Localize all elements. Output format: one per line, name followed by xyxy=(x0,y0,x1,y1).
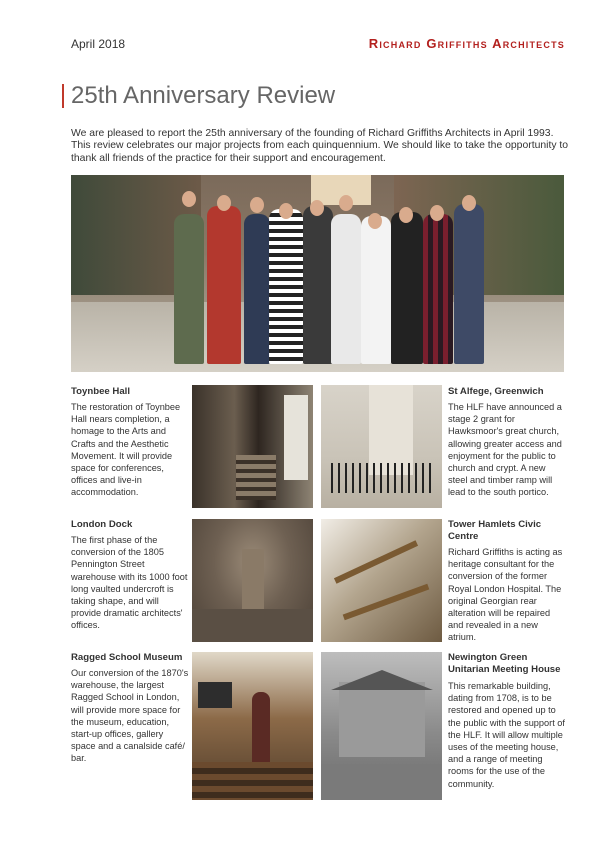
section-text-london-dock: The first phase of the conversion of the 1805 Pennington Street warehouse with its 1000 foot long vaulted undercroft is taking shape, and will provide dramatic architects' offices. xyxy=(71,535,188,631)
photo-person-head xyxy=(462,195,476,211)
photo-floor xyxy=(192,609,313,642)
photo-person-head xyxy=(368,213,382,229)
section-text-toynbee-hall: The restoration of Toynbee Hall nears completion, a homage to the Arts and Crafts and the Aesthetic Movement. It will provide space for conferences, offices and live-in accommodation. xyxy=(71,402,181,498)
london-dock-vault-photo xyxy=(192,519,313,642)
photo-portico xyxy=(369,385,413,475)
section-text-tower-hamlets: Richard Griffiths is acting as heritage consultant for the conversion of the former Royal London Hospital. The original Georgian rear alteration will be repaired and revealed in a new atrium. xyxy=(448,547,563,643)
ragged-school-classroom-photo xyxy=(192,652,313,800)
section-heading-newington-green: Newington Green Unitarian Meeting House xyxy=(448,652,561,675)
section-text-st-alfege: The HLF have announced a stage 2 grant for Hawksmoor's great church, allowing greater access and enjoyment for the public to church and crypt. A new steel and timber ramp will lead to the south portico. xyxy=(448,402,562,498)
photo-person-head xyxy=(399,207,413,223)
team-group-photo xyxy=(71,175,564,372)
photo-person-head xyxy=(339,195,353,211)
firm-name: Richard Griffiths Architects xyxy=(368,36,565,51)
photo-window xyxy=(284,395,308,480)
photo-teacher xyxy=(252,692,270,772)
intro-paragraph: We are pleased to report the 25th anniversary of the founding of Richard Griffiths Architects in April 1993. This review celebrates our major projects from each quinquennium. We should like to take the opportunity to thank all friends of the practice for their support and encouragement. xyxy=(71,128,569,164)
page-title: 25th Anniversary Review xyxy=(71,82,336,109)
photo-person-head xyxy=(250,197,264,213)
photo-roof xyxy=(331,670,433,690)
section-heading-st-alfege: St Alfege, Greenwich xyxy=(448,386,544,397)
photo-person xyxy=(207,206,241,364)
photo-railings xyxy=(331,463,431,493)
toynbee-hall-stair-photo xyxy=(192,385,313,508)
photo-person-head xyxy=(279,203,293,219)
photo-person xyxy=(174,214,204,364)
photo-person xyxy=(303,206,333,364)
photo-street xyxy=(321,764,442,800)
newington-green-meeting-house-photo xyxy=(321,652,442,800)
title-accent-bar xyxy=(62,84,64,108)
section-text-newington-green: This remarkable building, dating from 1708, is to be restored and opened up to the public with the support of the HLF. It will allow multiple uses of the meeting house, and a range of meeting rooms for the use of the community. xyxy=(448,681,565,789)
photo-building xyxy=(339,682,425,757)
photo-person xyxy=(269,209,303,364)
photo-person-head xyxy=(182,191,196,207)
photo-person xyxy=(361,216,391,364)
tower-hamlets-stair-photo xyxy=(321,519,442,642)
section-heading-toynbee-hall: Toynbee Hall xyxy=(71,386,130,397)
photo-stairs xyxy=(236,455,276,500)
section-heading-tower-hamlets: Tower Hamlets Civic Centre xyxy=(448,519,542,542)
photo-person xyxy=(391,212,423,364)
photo-person-head xyxy=(430,205,444,221)
photo-blackboard xyxy=(198,682,232,708)
section-text-ragged-school: Our conversion of the 1870's warehouse, the largest Ragged School in London, will provide more space for the museum, education, start-up offices, gallery space and a canalside café/ bar. xyxy=(71,668,189,764)
photo-person-head xyxy=(217,195,231,211)
photo-person-head xyxy=(310,200,324,216)
photo-stair-rail xyxy=(343,584,430,620)
photo-person xyxy=(454,204,484,364)
issue-date: April 2018 xyxy=(71,37,126,51)
st-alfege-photo xyxy=(321,385,442,508)
photo-person xyxy=(423,214,453,364)
section-heading-ragged-school: Ragged School Museum xyxy=(71,652,183,663)
photo-person xyxy=(331,214,361,364)
photo-person xyxy=(244,214,270,364)
section-heading-london-dock: London Dock xyxy=(71,519,133,530)
photo-desks xyxy=(192,762,313,800)
photo-stair-rail xyxy=(334,540,418,583)
